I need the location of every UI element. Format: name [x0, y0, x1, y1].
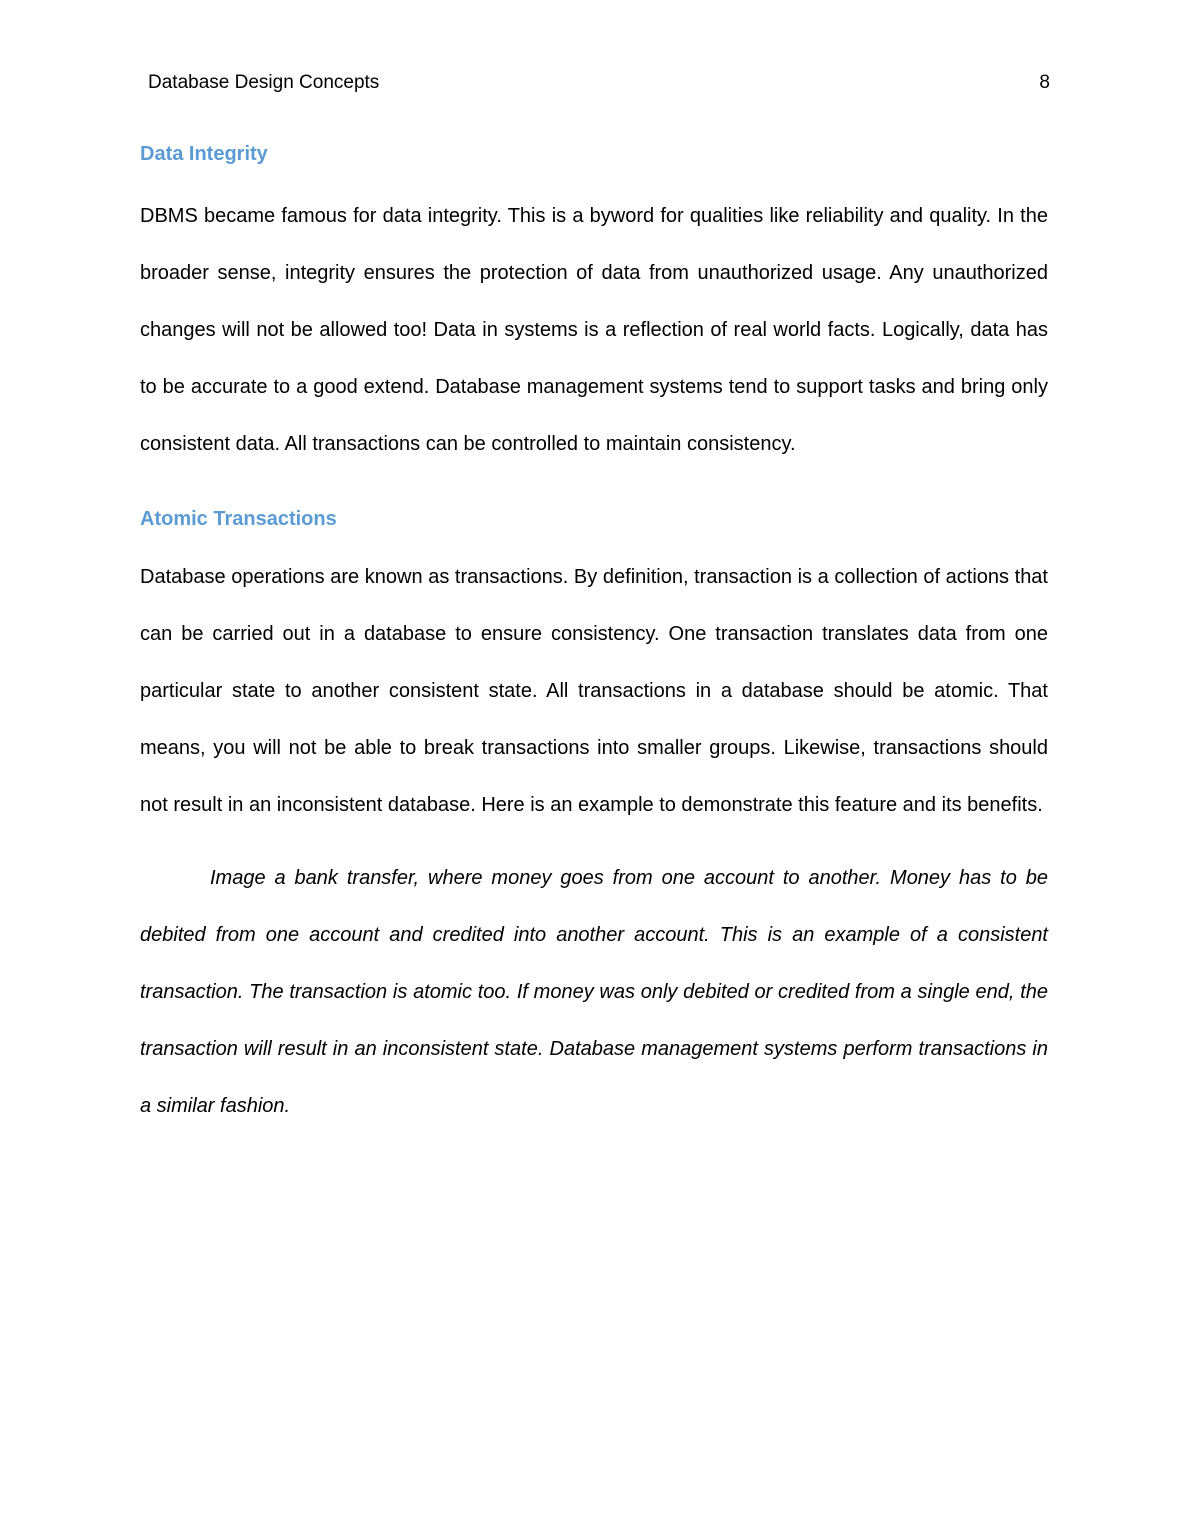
running-header-title: Database Design Concepts: [148, 72, 380, 93]
spacer: [140, 834, 1048, 850]
paragraph-data-integrity: DBMS became famous for data integrity. This is a byword for qualities like reliability and quality. In the broader sense, integrity ensures the protection of data from unauthorized usage. Any unauthorized changes will not be allowed too! Data in systems is a reflection of real world facts. Logically, data has to be accurate to a good extend. Database management systems tend to support tasks and bring only consistent data. All transactions can be controlled to maintain consistency.: [140, 205, 1048, 455]
spacer: [140, 536, 1048, 549]
spacer: [140, 171, 1048, 188]
paragraph-atomic-transactions: Database operations are known as transactions. By definition, transaction is a collection of actions that can be carried out in a database to ensure consistency. One transaction translates data from one particular state to another consistent state. All transactions in a database should be atomic. That means, you will not be able to break transactions into smaller groups. Likewise, transactions should not result in an inconsistent database. Here is an example to demonstrate this feature and its benefits.: [140, 566, 1048, 816]
section-heading-data-integrity: Data Integrity: [140, 143, 268, 165]
page-number: 8: [1039, 72, 1050, 93]
example-paragraph-bank-transfer: Image a bank transfer, where money goes from one account to another. Money has to be debited from one account and credited into another account. This is an example of a consistent transaction. The transaction is atomic too. If money was only debited or credited from a single end, the transaction will result in an inconsistent state. Database management systems perform transactions in a similar fashion.: [140, 867, 1048, 1117]
spacer: [140, 473, 1048, 502]
section-heading-atomic-transactions: Atomic Transactions: [140, 508, 337, 530]
document-body: [140, 137, 1048, 1135]
